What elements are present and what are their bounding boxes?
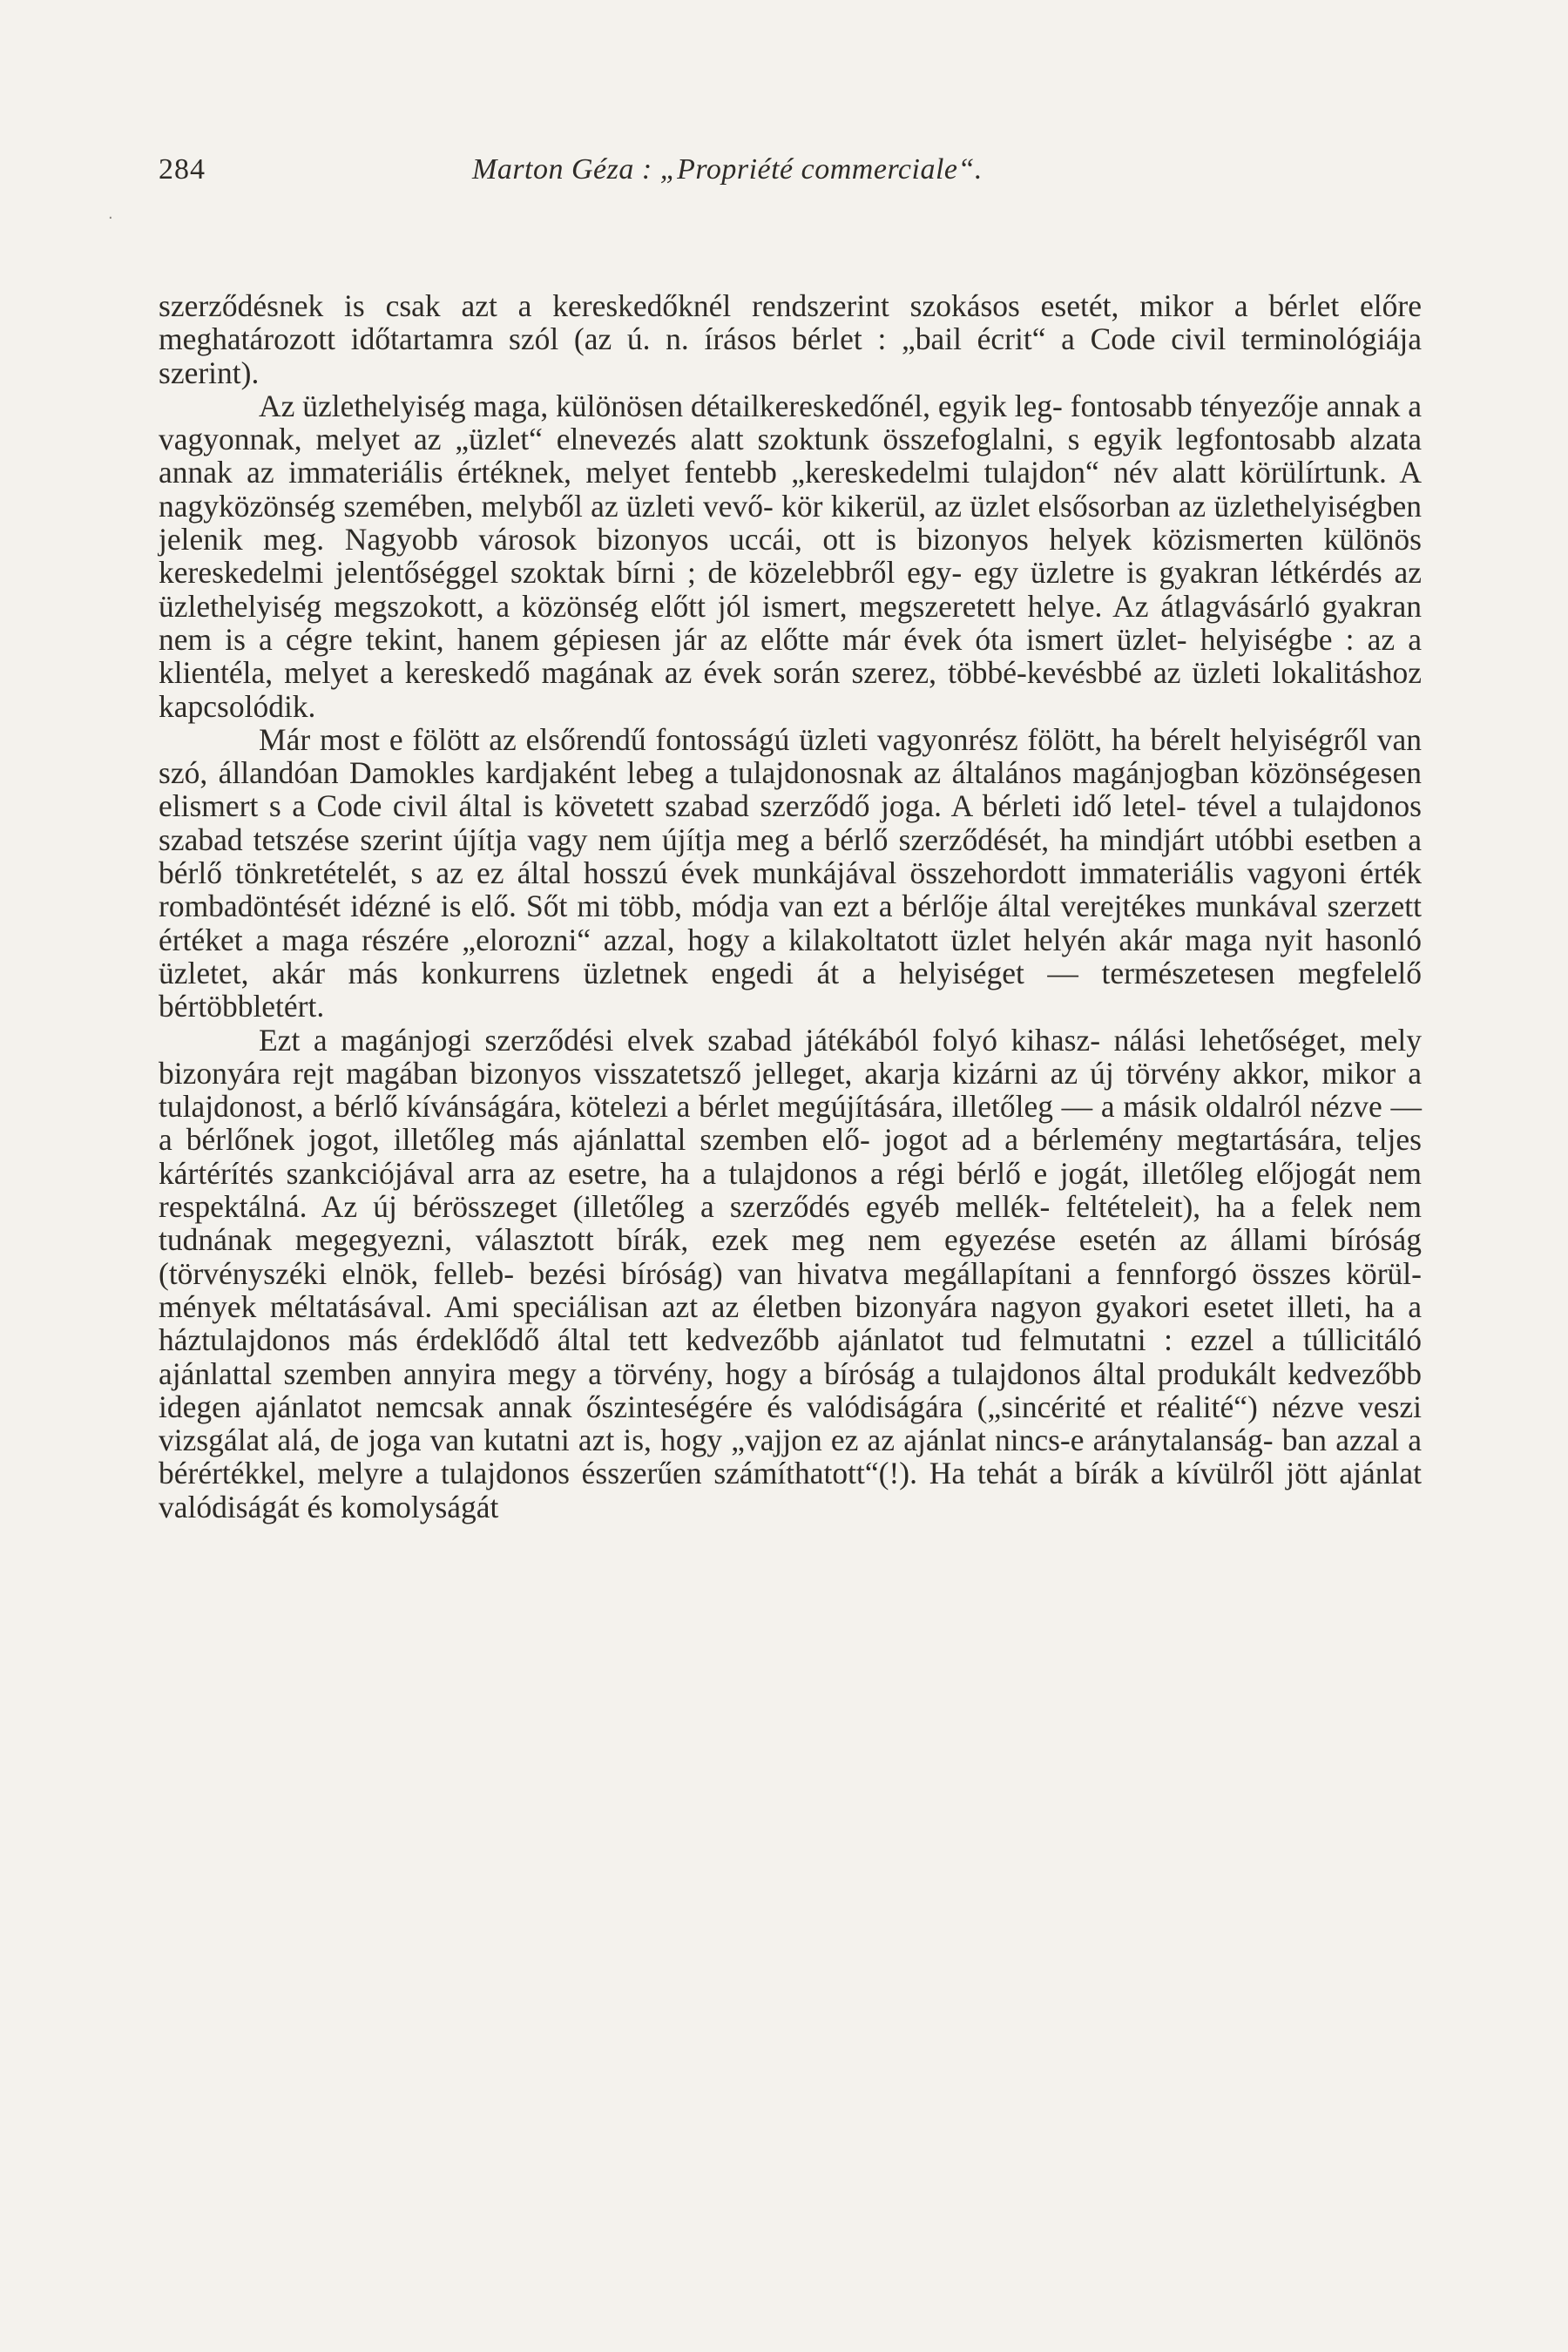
paragraph-4: Ezt a magánjogi szerződési elvek szabad játékából folyó kihasz- nálási lehetőséget, mely bizonyára rejt magában bizonyos visszatetsző jelleget, akarja kizárni az új törvény akkor, mikor a tulajdonost, a bérlő kívánságára, kötelezi a bérlet megújítására, illetőleg — a másik oldalról nézve — a bérlőnek jogot, illetőleg más ajánlattal szemben elő- jogot ad a bérlemény megtartására, teljes kártérítés szankciójával arra az esetre, ha a tulajdonos a régi bérlő e jogát, illetőleg előjogát nem respektálná. Az új bérösszeget (illetőleg a szerződés egyéb mellék- feltételeit), ha a felek nem tudnának megegyezni, választott bírák, ezek meg nem egyezése esetén az állami bíróság (törvényszéki elnök, felleb- bezési bíróság) van hivatva megállapítani a fennforgó összes körül- mények méltatásával. Ami speciálisan azt az életben bizonyára nagyon gyakori esetet illeti, ha a háztulajdonos más érdeklődő által tett kedvezőbb ajánlatot tud felmutatni : ezzel a túllicitáló ajánlattal szemben annyira megy a törvény, hogy a bíróság a tulajdonos által produkált kedvezőbb idegen ajánlatot nemcsak annak őszinteségére és valódiságára („sincérité et réalité“) nézve veszi vizsgálat alá, de joga van kutatni azt is, hogy „vajjon ez az ajánlat nincs-e aránytalanság- ban azzal a bérértékkel, melyre a tulajdonos ésszerűen számíthatott“(!). Ha tehát a bírák a kívülről jött ajánlat valódiságát és komolyságát bbox=[159, 1022, 1422, 1524]
page-number: 284 bbox=[159, 153, 206, 186]
body-text bbox=[159, 289, 1422, 1524]
page-header bbox=[159, 153, 1422, 197]
running-title: Marton Géza : „Propriété commerciale“. bbox=[472, 153, 983, 186]
paragraph-1: szerződésnek is csak azt a kereskedőknél rendszerint szokásos esetét, mikor a bérlet előre meghatározott időtartamra szól (az ú. n. írásos bérlet : „bail écrit“ a Code civil terminológiája szerint). bbox=[159, 288, 1422, 390]
paragraph-3: Már most e fölött az elsőrendű fontosságú üzleti vagyonrész fölött, ha bérelt helyiségről van szó, állandóan Damokles kardjaként lebeg a tulajdonosnak az általános magánjogban közönségesen elismert s a Code civil által is követett szabad szerződő joga. A bérleti idő letel- tével a tulajdonos szabad tetszése szerint újítja vagy nem újítja meg a bérlő szerződését, ha mindjárt utóbbi esetben a bérlő tönkretételét, s az ez által hosszú évek munkájával összehordott immateriális vagyoni érték rombadöntését idézné is elő. Sőt mi több, módja van ezt a bérlője által verejtékes munkával szerzett értéket a maga részére „elorozni“ azzal, hogy a kilakoltatott üzlet helyén akár maga nyit hasonló üzletet, akár más konkurrens üzletnek engedi át a helyiséget — természetesen megfelelő bértöbbletért. bbox=[159, 721, 1422, 1024]
paragraph-2: Az üzlethelyiség maga, különösen détailkereskedőnél, egyik leg- fontosabb tényezője annak a vagyonnak, melyet az „üzlet“ elnevezés alatt szoktunk összefoglalni, s egyik legfontosabb alzata annak az immateriális értéknek, melyet fentebb „kereskedelmi tulajdon“ név alatt körülírtunk. A nagyközönség szemében, melyből az üzleti vevő- kör kikerül, az üzlet elsősorban az üzlethelyiségben jelenik meg. Nagyobb városok bizonyos uccái, ott is bizonyos helyek közismerten különös kereskedelmi jelentőséggel szoktak bírni ; de közelebbről egy- egy üzletre is gyakran létkérdés az üzlethelyiség megszokott, a közönség előtt jól ismert, megszeretett helye. Az átlagvásárló gyakran nem is a cégre tekint, hanem gépiesen jár az előtte már évek óta ismert üzlet- helyiségbe : az a klientéla, melyet a kereskedő magának az évek során szerez, többé-kevésbbé az üzleti lokalitáshoz kapcsolódik. bbox=[159, 388, 1422, 724]
print-blemish-mark: · bbox=[108, 209, 113, 227]
